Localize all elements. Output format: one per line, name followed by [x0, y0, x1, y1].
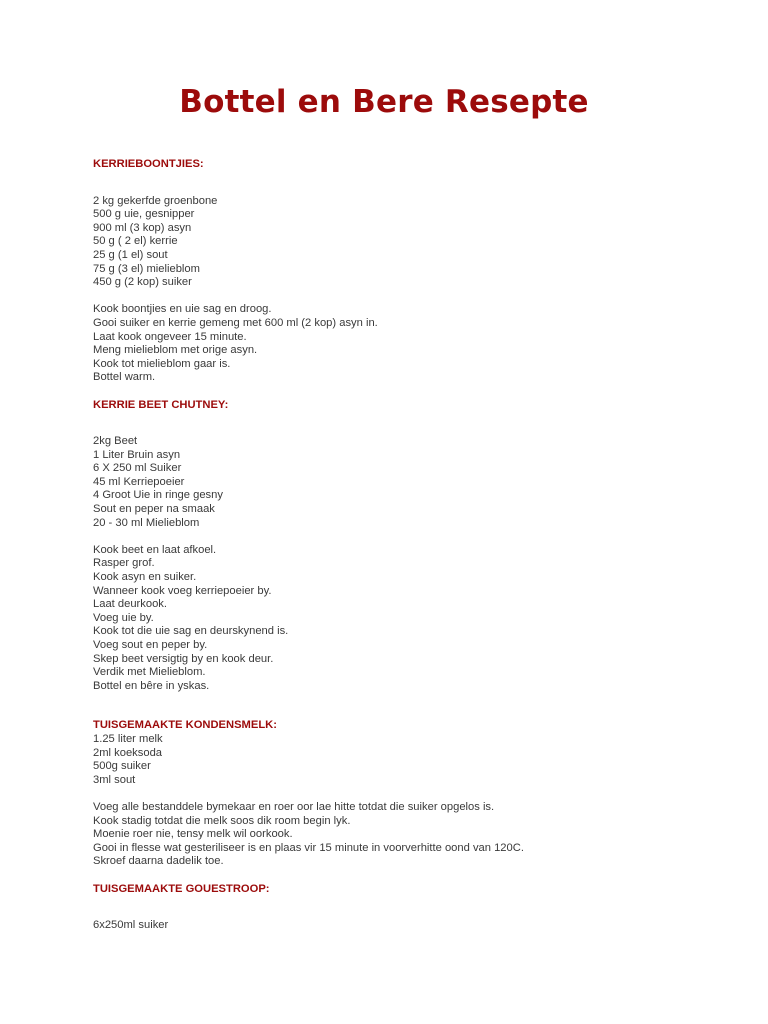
ingredient-line: 75 g (3 el) mielieblom [93, 262, 200, 275]
ingredient-line: 2kg Beet [93, 435, 138, 448]
section-heading: KERRIE BEET CHUTNEY: [93, 398, 229, 411]
method-list [93, 303, 713, 385]
method-line: Bottel warm. [93, 371, 156, 384]
ingredient-list [93, 195, 713, 290]
method-line: Laat kook ongeveer 15 minute. [93, 330, 247, 343]
method-line: Gooi in flesse wat gesteriliseer is en plaas vir 15 minute in voorverhitte oond van 120C. [93, 841, 524, 854]
ingredient-line: 900 ml (3 kop) asyn [93, 221, 192, 234]
recipe-section-kerrie-beet-chutney [93, 399, 713, 694]
ingredient-line: 3ml sout [93, 773, 136, 786]
ingredient-list [93, 919, 713, 933]
recipe-section-kerrieboontjies [93, 158, 713, 385]
ingredient-line: Sout en peper na smaak [93, 503, 215, 516]
ingredient-line: 6x250ml suiker [93, 919, 169, 932]
ingredient-line: 4 Groot Uie in ringe gesny [93, 489, 223, 502]
ingredient-line: 45 ml Kerriepoeier [93, 475, 185, 488]
ingredient-line: 25 g (1 el) sout [93, 248, 168, 261]
section-heading: TUISGEMAAKTE GOUESTROOP: [93, 882, 270, 895]
method-line: Kook asyn en suiker. [93, 571, 197, 584]
recipe-content [93, 158, 713, 933]
ingredient-line: 500g suiker [93, 760, 151, 773]
method-line: Kook tot mielieblom gaar is. [93, 357, 231, 370]
method-line: Laat deurkook. [93, 598, 168, 611]
method-line: Voeg uie by. [93, 611, 154, 624]
recipe-section-gouestroop [93, 883, 713, 933]
section-heading: TUISGEMAAKTE KONDENSMELK: [93, 719, 277, 732]
method-line: Rasper grof. [93, 557, 155, 570]
ingredient-line: 20 - 30 ml Mielieblom [93, 516, 200, 529]
ingredient-line: 1.25 liter melk [93, 732, 163, 745]
ingredient-list [93, 733, 713, 787]
method-line: Voeg alle bestanddele bymekaar en roer oor lae hitte totdat die suiker opgelos is. [93, 800, 495, 813]
ingredient-list [93, 435, 713, 530]
recipe-section-kondensmelk [93, 719, 713, 869]
method-line: Voeg sout en peper by. [93, 639, 208, 651]
method-line: Skep beet versigtig by en kook deur. [93, 652, 274, 665]
method-line: Skroef daarna dadelik toe. [93, 855, 224, 868]
method-line: Meng mielieblom met orige asyn. [93, 344, 258, 357]
ingredient-line: 50 g ( 2 el) kerrie [93, 235, 178, 248]
ingredient-line: 6 X 250 ml Suiker [93, 462, 182, 475]
ingredient-line: 500 g uie, gesnipper [93, 208, 195, 221]
section-heading: KERRIEBOONTJIES: [93, 158, 204, 170]
ingredient-line: 450 g (2 kop) suiker [93, 276, 192, 289]
method-list [93, 544, 713, 694]
ingredient-line: 1 Liter Bruin asyn [93, 448, 181, 461]
method-line: Kook stadig totdat die melk soos dik room begin lyk. [93, 814, 351, 827]
method-line: Kook tot die uie sag en deurskynend is. [93, 625, 289, 638]
method-line: Kook boontjies en uie sag en droog. [93, 303, 272, 316]
method-line: Wanneer kook voeg kerriepoeier by. [93, 584, 272, 597]
method-line: Moenie roer nie, tensy melk wil oorkook. [93, 828, 293, 841]
method-line: Verdik met Mielieblom. [93, 666, 206, 679]
ingredient-line: 2ml koeksoda [93, 746, 163, 759]
page-title: Bottel en Bere Resepte [179, 84, 589, 120]
method-line: Gooi suiker en kerrie gemeng met 600 ml (2 kop) asyn in. [93, 316, 378, 329]
method-list [93, 801, 713, 869]
method-line: Bottel en bêre in yskas. [93, 679, 210, 692]
method-line: Kook beet en laat afkoel. [93, 543, 217, 556]
ingredient-line: 2 kg gekerfde groenbone [93, 194, 218, 207]
